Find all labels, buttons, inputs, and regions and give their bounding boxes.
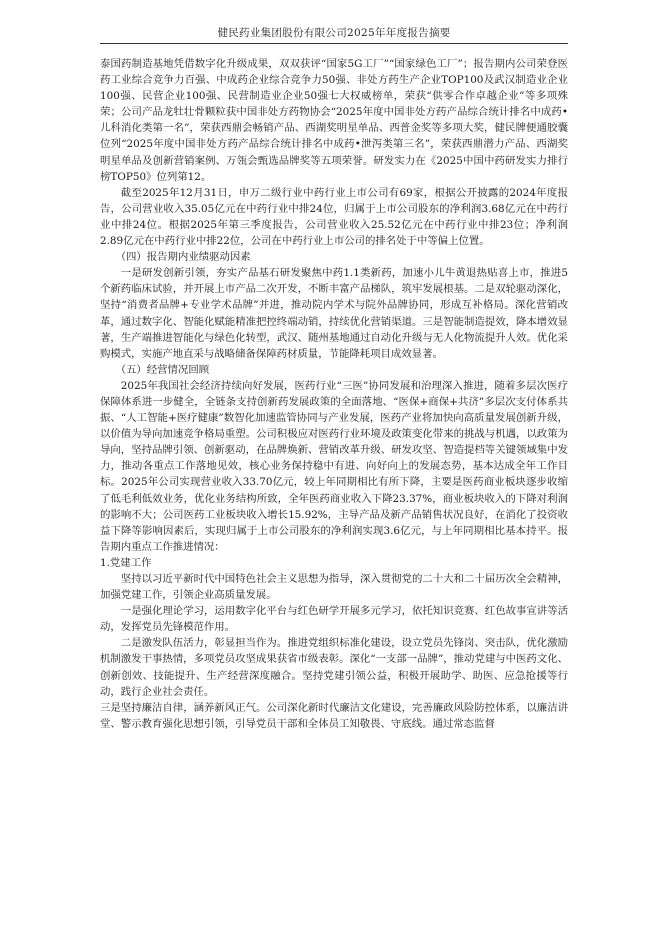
subheading-party-building: 1.党建工作 bbox=[100, 556, 152, 569]
paragraph-industry-ranking: 截至2025年12月31日，申万二级行业中药行业上市公司有69家，根据公开披露的2024年度报告，公司营业收入35.05亿元在中药行业中排24位，归属于上市公司股东的净利润3.68亿元在中药行业中排24位。根据2025年第三季度报告，公司营业收入25.52亿元在中药行业中排23位；净利润2.89亿元在中药行业中排22位，公司在中药行业上市公司的排名处于中等偏上位置。 bbox=[100, 186, 568, 248]
header-divider bbox=[100, 43, 568, 44]
section-heading-performance-drivers: （四）报告期内业绩驱动因素 bbox=[115, 251, 251, 264]
paragraph-honors-continued: 泰国药制造基地凭借数字化升级成果，双双获评“国家5G工厂”“国家绿色工厂”；报告期内公司荣登医药工业综合竞争力百强、中成药企业综合竞争力50强、非处方药生产企业TOP100及武汉制造业企业100强、民营企业100强、民营制造业企业50强七大权威榜单，荣获“供零合作卓越企业”等多项殊荣；公司产品龙牡壮骨颗粒获中国非处方药物协会“2025年度中国非处方药产品综合统计排名中成药•儿科消化类第一名”，荣获西鼎会畅销产品、西湖奖明星单品、西普金奖等多项大奖，健民牌便通胶囊位列“2025年度中国非处方药产品综合统计排名中成药•泄泻类第三名”，荣获西鼎潜力产品、西湖奖明星单品及创新营销案例、万瓴会甄选品牌奖等五项荣誉。研发实力在《2025中国中药研发实力排行榜TOP50》位列第12。 bbox=[100, 58, 568, 183]
paragraph-operations-review: 2025年我国社会经济持续向好发展，医药行业“三医”协同发展和治理深入推进，随着多层次医疗保障体系进一步健全，全链条支持创新药发展政策的全面落地、“医保+商保+共济”多层次支付体系共振、“人工智能+医疗健康”数智化加速监管协同与产业发展，医药产业将加快向高质量发展创新升级，以价值为导向加速竞争格局重塑。公司积极应对医药行业环境及政策变化带来的挑战与机遇，以政策为导向，坚持品牌引领、创新驱动，在品牌焕新、营销改革升级、研发攻坚、智造提档等关键领域集中发力，推动各重点工作落地见效，核心业务保持稳中有进、向好向上的发展态势，基本达成全年工作目标。2025年公司实现营业收入33.70亿元，较上年同期相比有所下降，主要是医药商业板块逐步收缩了低毛利低效业务，优化业务结构所致，全年医药商业收入下降23.37%，商业板块收入的下降对利润的影响不大；公司医药工业板块收入增长15.92%，主导产品及新产品销售状况良好，在消化了投资收益下降等影响因素后，实现归属于上市公司股东的净利润实现3.6亿元，与上年同期相比基本持平。报告期内重点工作推进情况： bbox=[100, 379, 568, 553]
document-body bbox=[100, 56, 568, 732]
section-heading-operations-review: （五）经营情况回顾 bbox=[115, 363, 210, 376]
paragraph-party-theory-study: 一是强化理论学习，运用数字化平台与红色研学开展多元学习，依托知识竞赛、红色故事宣讲等活动，发挥党员先锋模范作用。 bbox=[100, 605, 568, 634]
page-header-title: 健民药业集团股份有限公司2025年年度报告摘要 bbox=[217, 27, 451, 39]
paragraph-party-integrity: 三是坚持廉洁自律，涵养新风正气。公司深化新时代廉洁文化建设，完善廉政风险防控体系，以廉洁讲堂、警示教育强化思想引领，引导党员干部和全体员工知敬畏、守底线。通过常态监督 bbox=[100, 701, 568, 730]
paragraph-party-building-intro: 坚持以习近平新时代中国特色社会主义思想为指导，深入贯彻党的二十大和二十届历次全会精神，加强党建工作，引领企业高质量发展。 bbox=[100, 573, 568, 602]
paragraph-party-team-vitality: 二是激发队伍活力，彰显担当作为。推进党组织标准化建设，设立党员先锋岗、突击队，优化激励机制激发干事热情，多项党员攻坚成果获省市级表彰。深化“一支部一品牌”，推动党建与中医药文化、创新创效、技能提升、生产经营深度融合。坚持党建引领公益，积极开展助学、助医、应急抢援等行动，践行企业社会责任。 bbox=[100, 637, 568, 698]
paragraph-performance-drivers: 一是研发创新引领，夯实产品基石研发聚焦中药1.1类新药，加速小儿牛黄退热贴喜上市，推进5个新药临床试验，并开展上市产品二次开发，不断丰富产品梯队，筑牢发展根基。二是双轮驱动深化，坚持“消费者品牌+专业学术品牌”并进，推动院内学术与院外品牌协同，形成互补格局。深化营销改革，通过数字化、智能化赋能精准把控终端动销，持续优化营销渠道。三是智能制造提效，降本增效显著，生产端推进智能化与绿色化转型，武汉、随州基地通过自动化升级与无人化物流提升人效。优化采购模式，实施产地直采与战略储备保障药材质量，节能降耗项目成效显著。 bbox=[100, 267, 568, 360]
